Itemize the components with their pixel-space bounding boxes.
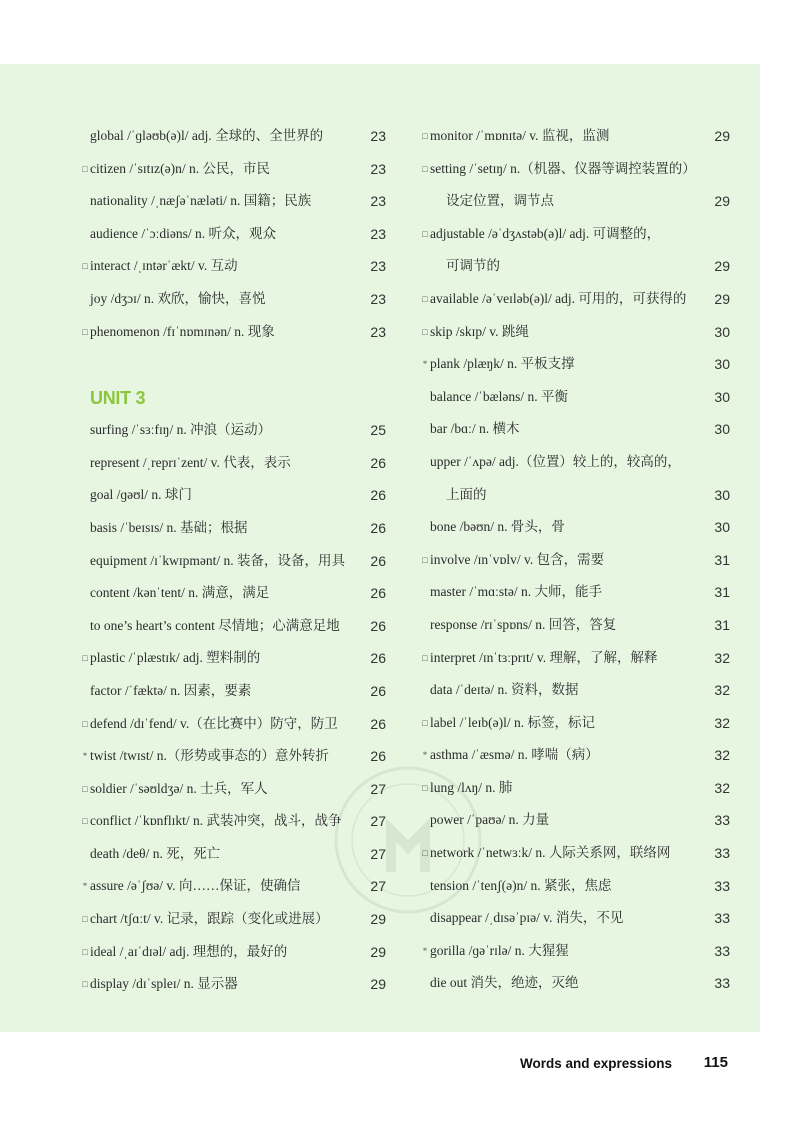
entry-page-number: 23 [370, 225, 386, 242]
entry-text: plank /plæŋk/ n. 平板支撑 [430, 356, 575, 372]
entry-page-number: 29 [714, 258, 730, 275]
entry-text: phenomenon /fɪˈnɒmɪnən/ n. 现象 [90, 323, 275, 339]
entry-text: nationality /ˌnæʃəˈnæləti/ n. 国籍；民族 [90, 193, 312, 209]
glossary-entry [420, 576, 730, 609]
glossary-entry [80, 936, 386, 969]
entry-text: tension /ˈtenʃ(ə)n/ n. 紧张，焦虑 [430, 877, 612, 893]
checkbox-marker: □ [422, 652, 428, 663]
entry-page-number: 23 [370, 128, 386, 144]
glossary-entry [420, 413, 730, 446]
checkbox-marker: □ [422, 554, 428, 565]
left-column [80, 120, 386, 1001]
glossary-entry [80, 153, 386, 186]
entry-page-number: 32 [714, 714, 730, 731]
entry-text: available /əˈveɪləb(ə)l/ adj. 可用的，可获得的 [430, 290, 687, 306]
entry-text: response /rɪˈspɒns/ n. 回答，答复 [430, 616, 617, 632]
checkbox-marker: □ [422, 326, 428, 337]
entry-text: power /ˈpaʊə/ n. 力量 [430, 812, 550, 828]
glossary-entry [420, 772, 730, 805]
glossary-entry [80, 250, 386, 283]
entry-page-number: 32 [714, 779, 730, 796]
entry-text: surfing /ˈsɜːfɪŋ/ n. 冲浪（运动） [90, 422, 272, 438]
glossary-entry [80, 870, 386, 903]
entry-text: interact /ˌɪntərˈækt/ v. 互动 [90, 258, 238, 274]
checkbox-marker: □ [422, 293, 428, 304]
glossary-entry [420, 544, 730, 577]
entry-page-number: 32 [714, 649, 730, 666]
entry-page-number: 26 [370, 585, 386, 602]
glossary-entry [420, 250, 730, 283]
entry-page-number: 26 [370, 552, 386, 569]
asterisk-marker: * [82, 881, 88, 892]
entry-page-number: 30 [714, 356, 730, 373]
entry-text: label /ˈleɪb(ə)l/ n. 标签，标记 [430, 714, 595, 730]
glossary-entry [80, 740, 386, 773]
entry-text: audience /ˈɔːdiəns/ n. 听众，观众 [90, 225, 276, 241]
entry-text: content /kənˈtent/ n. 满意，满足 [90, 585, 270, 601]
asterisk-marker: * [82, 751, 88, 762]
entry-text: ideal /ˌaɪˈdɪəl/ adj. 理想的，最好的 [90, 943, 288, 959]
entry-page-number: 23 [370, 258, 386, 275]
entry-page-number: 26 [370, 617, 386, 634]
entry-text: conflict /ˈkɒnflɪkt/ n. 武装冲突，战斗，战争 [90, 813, 342, 829]
glossary-entry [80, 577, 386, 610]
checkbox-marker: □ [422, 848, 428, 859]
glossary-entry [80, 316, 386, 349]
footer-page-number: 115 [703, 1054, 728, 1071]
entry-page-number: 26 [370, 748, 386, 765]
checkbox-marker: □ [422, 163, 428, 174]
entry-text: joy /dʒɔɪ/ n. 欢欣，愉快，喜悦 [90, 290, 266, 306]
asterisk-marker: * [422, 750, 428, 761]
glossary-entry [80, 708, 386, 741]
entry-page-number: 26 [370, 650, 386, 667]
glossary-entry [80, 838, 386, 871]
entry-text: defend /dɪˈfend/ v.（在比赛中）防守，防卫 [90, 715, 338, 731]
glossary-entry [80, 120, 386, 153]
unit-gap [80, 348, 386, 382]
entry-text: balance /ˈbæləns/ n. 平衡 [430, 388, 568, 404]
glossary-entry [80, 283, 386, 316]
entry-page-number: 26 [370, 519, 386, 536]
entry-page-number: 27 [370, 845, 386, 862]
entry-text: disappear /ˌdɪsəˈpɪə/ v. 消失，不见 [430, 910, 624, 926]
glossary-entry [420, 185, 730, 218]
entry-text: bar /bɑː/ n. 横木 [430, 421, 520, 437]
footer-section-title: Words and expressions [519, 1056, 672, 1071]
glossary-entry [80, 968, 386, 1001]
entry-page-number: 30 [714, 388, 730, 405]
entry-page-number: 33 [714, 877, 730, 894]
glossary-entry [420, 316, 730, 349]
entry-page-number: 25 [370, 422, 386, 439]
entry-page-number: 33 [714, 942, 730, 959]
glossary-entry [420, 967, 730, 1000]
glossary-entry [420, 935, 730, 968]
entry-page-number: 32 [714, 682, 730, 699]
entry-page-number: 27 [370, 878, 386, 895]
glossary-entry [420, 511, 730, 544]
glossary-entry [420, 870, 730, 903]
entry-text: factor /ˈfæktə/ n. 因素，要素 [90, 682, 252, 698]
entry-page-number: 32 [714, 747, 730, 764]
entry-text: data /ˈdeɪtə/ n. 资料，数据 [430, 682, 579, 698]
entry-text: gorilla /ɡəˈrɪlə/ n. 大猩猩 [430, 942, 569, 958]
entry-text: assure /əˈʃʊə/ v. 向……保证，使确信 [90, 878, 301, 894]
entry-text: display /dɪˈspleɪ/ n. 显示器 [90, 976, 238, 992]
glossary-entry [80, 642, 386, 675]
glossary-entry [420, 283, 730, 316]
glossary-entry [420, 120, 730, 153]
entry-page-number: 33 [714, 910, 730, 927]
glossary-entry [420, 446, 730, 479]
glossary-entry [80, 805, 386, 838]
entry-continuation: 可调节的 [446, 258, 500, 274]
entry-text: equipment /ɪˈkwɪpmənt/ n. 装备，设备，用具 [90, 552, 345, 568]
glossary-entry [420, 902, 730, 935]
entry-text: to one’s heart’s content 尽情地；心满意足地 [90, 617, 340, 633]
checkbox-marker: □ [422, 131, 428, 141]
entry-text: master /ˈmɑːstə/ n. 大师，能手 [430, 584, 603, 600]
entry-page-number: 29 [370, 976, 386, 993]
entry-page-number: 30 [714, 519, 730, 536]
entry-page-number: 33 [714, 975, 730, 992]
entry-page-number: 30 [714, 486, 730, 503]
glossary-entry [420, 837, 730, 870]
entry-page-number: 31 [714, 616, 730, 633]
entry-text: involve /ɪnˈvɒlv/ v. 包含，需要 [430, 551, 605, 567]
entry-page-number: 26 [370, 487, 386, 504]
entry-text: monitor /ˈmɒnɪtə/ v. 监视，监测 [430, 128, 610, 143]
glossary-entry [420, 348, 730, 381]
entry-text: setting /ˈsetɪŋ/ n.（机器、仪器等调控装置的） [430, 160, 696, 176]
entry-text: network /ˈnetwɜːk/ n. 人际关系网，联络网 [430, 845, 671, 861]
entry-text: citizen /ˈsɪtɪz(ə)n/ n. 公民，市民 [90, 160, 270, 176]
entry-text: death /deθ/ n. 死，死亡 [90, 845, 221, 861]
glossary-entry [80, 773, 386, 806]
entry-text: represent /ˌreprɪˈzent/ v. 代表，表示 [90, 454, 291, 470]
entry-page-number: 33 [714, 845, 730, 862]
entry-page-number: 29 [714, 128, 730, 144]
glossary-entry [420, 609, 730, 642]
glossary-entry [80, 414, 386, 447]
entry-text: asthma /ˈæsmə/ n. 哮喘（病） [430, 747, 599, 763]
asterisk-marker: * [422, 359, 428, 370]
checkbox-marker: □ [82, 783, 88, 794]
glossary-entry [420, 479, 730, 512]
asterisk-marker: * [422, 945, 428, 956]
entry-page-number: 23 [370, 160, 386, 177]
glossary-entry [80, 675, 386, 708]
entry-continuation: 设定位置，调节点 [446, 193, 554, 209]
entry-text: skip /skɪp/ v. 跳绳 [430, 323, 529, 339]
glossary-entry [420, 804, 730, 837]
checkbox-marker: □ [82, 979, 88, 990]
glossary-entry [80, 479, 386, 512]
entry-text: goal /ɡəʊl/ n. 球门 [90, 487, 192, 503]
glossary-entry [80, 447, 386, 480]
entry-text: plastic /ˈplæstɪk/ adj. 塑料制的 [90, 650, 261, 666]
entry-page-number: 30 [714, 421, 730, 438]
entry-text: die out 消失，绝迹，灭绝 [430, 975, 579, 991]
checkbox-marker: □ [82, 653, 88, 664]
checkbox-marker: □ [422, 228, 428, 239]
glossary-entry [80, 185, 386, 218]
glossary-entry [80, 610, 386, 643]
entry-page-number: 31 [714, 551, 730, 568]
entry-text: twist /twɪst/ n.（形势或事态的）意外转折 [90, 748, 329, 764]
entry-page-number: 26 [370, 682, 386, 699]
entry-page-number: 30 [714, 323, 730, 340]
entry-page-number: 26 [370, 715, 386, 732]
entry-page-number: 33 [714, 812, 730, 829]
entry-page-number: 23 [370, 290, 386, 307]
glossary-entry [420, 153, 730, 186]
checkbox-marker: □ [82, 946, 88, 957]
checkbox-marker: □ [82, 163, 88, 174]
glossary-entry [420, 642, 730, 675]
entry-text: chart /tʃɑːt/ v. 记录，跟踪（变化或进展） [90, 911, 329, 927]
checkbox-marker: □ [82, 816, 88, 827]
checkbox-marker: □ [82, 261, 88, 272]
checkbox-marker: □ [82, 914, 88, 925]
glossary-entry [80, 545, 386, 578]
glossary-entry [420, 707, 730, 740]
entry-text: interpret /ɪnˈtɜːprɪt/ v. 理解，了解，解释 [430, 649, 658, 665]
entry-text: lung /lʌŋ/ n. 肺 [430, 779, 513, 795]
checkbox-marker: □ [82, 326, 88, 337]
entry-page-number: 29 [370, 943, 386, 960]
entry-page-number: 27 [370, 813, 386, 830]
entry-continuation: 上面的 [446, 486, 487, 502]
checkbox-marker: □ [422, 717, 428, 728]
glossary-entry [420, 674, 730, 707]
entry-text: soldier /ˈsəʊldʒə/ n. 士兵，军人 [90, 780, 268, 796]
entry-text: adjustable /əˈdʒʌstəb(ə)l/ adj. 可调整的， [430, 225, 661, 241]
entry-page-number: 23 [370, 193, 386, 210]
unit-heading-row [80, 382, 386, 414]
entry-page-number: 29 [714, 290, 730, 307]
glossary-entry [420, 218, 730, 251]
glossary-entry [80, 218, 386, 251]
entry-page-number: 26 [370, 454, 386, 471]
glossary-entry [420, 381, 730, 414]
unit-heading: UNIT 3 [90, 388, 146, 409]
checkbox-marker: □ [82, 718, 88, 729]
entry-page-number: 31 [714, 584, 730, 601]
entry-page-number: 23 [370, 323, 386, 340]
glossary-entry [80, 903, 386, 936]
glossary-entry [80, 512, 386, 545]
right-column [420, 120, 730, 1000]
entry-text: global /ˈɡləʊb(ə)l/ adj. 全球的、全世界的 [90, 128, 324, 143]
entry-text: upper /ˈʌpə/ adj.（位置）较上的，较高的， [430, 453, 681, 469]
entry-page-number: 27 [370, 780, 386, 797]
entry-page-number: 29 [714, 193, 730, 210]
entry-text: basis /ˈbeɪsɪs/ n. 基础；根据 [90, 519, 248, 535]
checkbox-marker: □ [422, 782, 428, 793]
glossary-entry [420, 739, 730, 772]
entry-text: bone /bəʊn/ n. 骨头，骨 [430, 519, 565, 535]
entry-page-number: 29 [370, 911, 386, 928]
